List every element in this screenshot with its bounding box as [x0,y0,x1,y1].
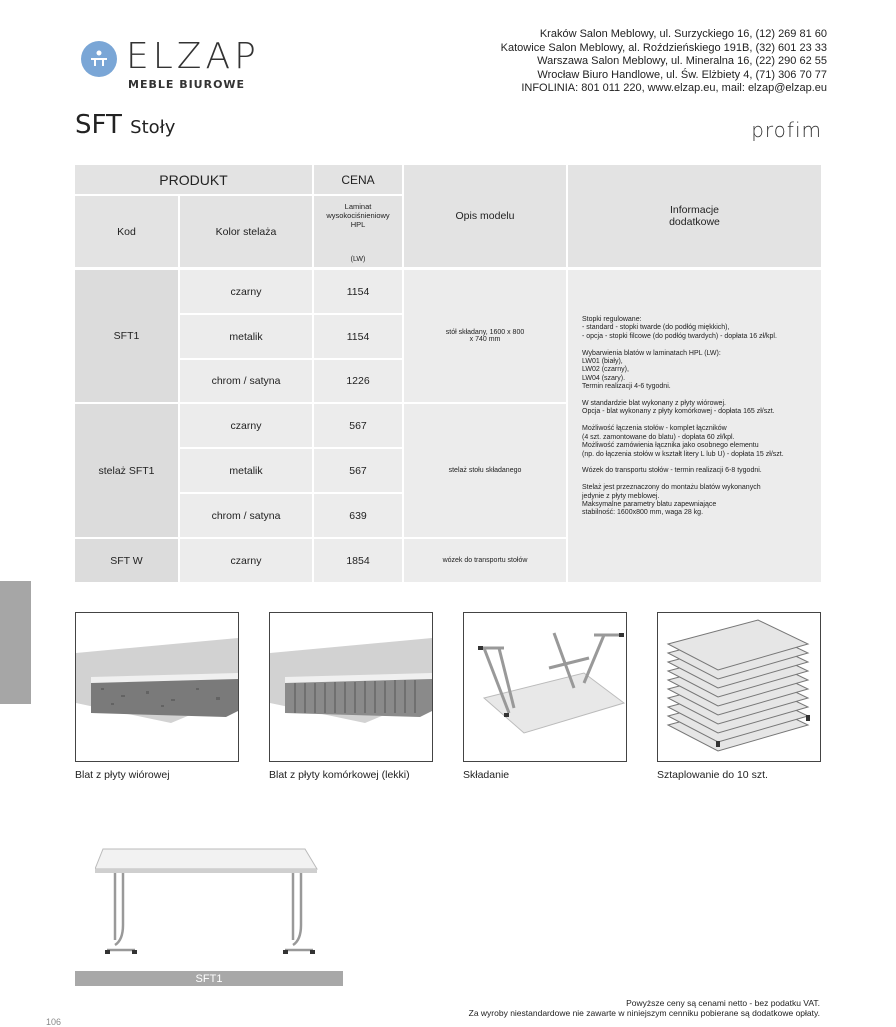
header-produkt: PRODUKT [75,165,312,194]
row-kolor: czarny [180,270,312,313]
footer-notes [469,998,820,1018]
header-laminat: Laminat wysokociśnieniowy HPL [326,202,390,229]
header-lw: (LW) [350,256,366,263]
contact-line: Warszawa Salon Meblowy, ul. Mineralna 16, (22) 290 62 55 [537,55,827,67]
row-opis: wózek do transportu stołów [404,539,566,582]
logo-mark [81,41,117,77]
row-kod: stelaż SFT1 [75,404,178,537]
side-tab [0,581,31,704]
row-cena: 567 [314,449,402,492]
row-cena: 1226 [314,360,402,402]
photo-honeycomb [269,612,433,762]
header-info: Informacje dodatkowe [568,165,821,267]
product-image-table [95,845,320,960]
header-opis: Opis modelu [404,165,566,267]
photo-caption: Sztaplowanie do 10 szt. [657,769,768,781]
row-kolor: chrom / satyna [180,360,312,402]
photo-chipboard [75,612,239,762]
footer-line: Za wyroby niestandardowe nie zawarte w niniejszym cenniku pobierane są dodatkowe opłaty. [468,1008,820,1018]
row-kolor: metalik [180,315,312,358]
contact-line: Kraków Salon Meblowy, ul. Surzyckiego 16, (12) 269 81 60 [539,28,827,40]
row-kod: SFT W [75,539,178,582]
row-kolor: chrom / satyna [180,494,312,537]
page-title [75,110,175,140]
header-kod: Kod [75,196,178,267]
row-cena: 639 [314,494,402,537]
photo-caption: Składanie [463,769,510,781]
info-text: Stopki regulowane: - standard - stopki twarde (do podłóg miękkich), - opcja - stopki filcowe (do podłóg twardych) - dopłata 16 zł/kpl. Wybarwienia blatów w laminatach HPL (LW): LW01 (biały), LW02 (czarny), LW04 (szary). Termin realizacji 4-6 tygodni. W standardzie blat wykonany z płyty wiórowej. Opcja - blat wykonany z płyty komórkowej - dopłata 165 zł/szt. Możliwość łączenia stołów - komplet łączników (4 szt. zamontowane do blatu) - dopłata 60 zł/kpl. Możliwość zamówienia łącznika jako osobnego elementu (np. do łączenia stołów w kształt litery L lub U) - dopłata 15 zł/szt. Wózek do transportu stołów - termin realizacji 6-8 tygodni. Stelaż jest przeznaczony do montażu blatów wykonanych jedynie z płyty meblowej. Maksymalne parametry blatu zapewniające stabilność: 1600x800 mm, waga 28 kg. [582,316,784,517]
row-cena: 567 [314,404,402,447]
photo-stacking [657,612,821,762]
brand-logo: profim [751,118,822,142]
header-cena: CENA [314,165,402,194]
row-kolor: metalik [180,449,312,492]
row-kolor: czarny [180,404,312,447]
logo-subtitle: MEBLE BIUROWE [128,78,246,91]
contact-line: INFOLINIA: 801 011 220, www.elzap.eu, mail: elzap@elzap.eu [521,82,827,94]
row-opis: stół składany, 1600 x 800 x 740 mm [404,270,566,402]
contact-line: Katowice Salon Meblowy, al. Roździeńskiego 191B, (32) 601 23 33 [500,41,827,54]
header-laminat-cell [314,196,402,267]
photo-caption: Blat z płyty wiórowej [75,769,170,781]
contact-block [501,28,827,96]
header-kolor: Kolor stelaża [180,196,312,267]
footer-line: Powyższe ceny są cenami netto - bez podatku VAT. [626,998,820,1008]
row-kod: SFT1 [75,270,178,402]
product-label-bar: SFT1 [75,971,343,986]
row-opis: stelaż stołu składanego [404,404,566,537]
contact-line: Wrocław Biuro Handlowe, ul. Św. Elżbiety 4, (71) 306 70 77 [537,68,827,81]
photo-folding [463,612,627,762]
row-cena: 1854 [314,539,402,582]
row-cena: 1154 [314,270,402,313]
photo-caption: Blat z płyty komórkowej (lekki) [269,769,410,781]
page-number: 106 [46,1017,62,1027]
row-kolor: czarny [180,539,312,582]
logo-text: ELZAP [126,36,260,77]
title-code: SFT [75,110,122,140]
row-cena: 1154 [314,315,402,358]
title-category: Stoły [130,117,176,138]
